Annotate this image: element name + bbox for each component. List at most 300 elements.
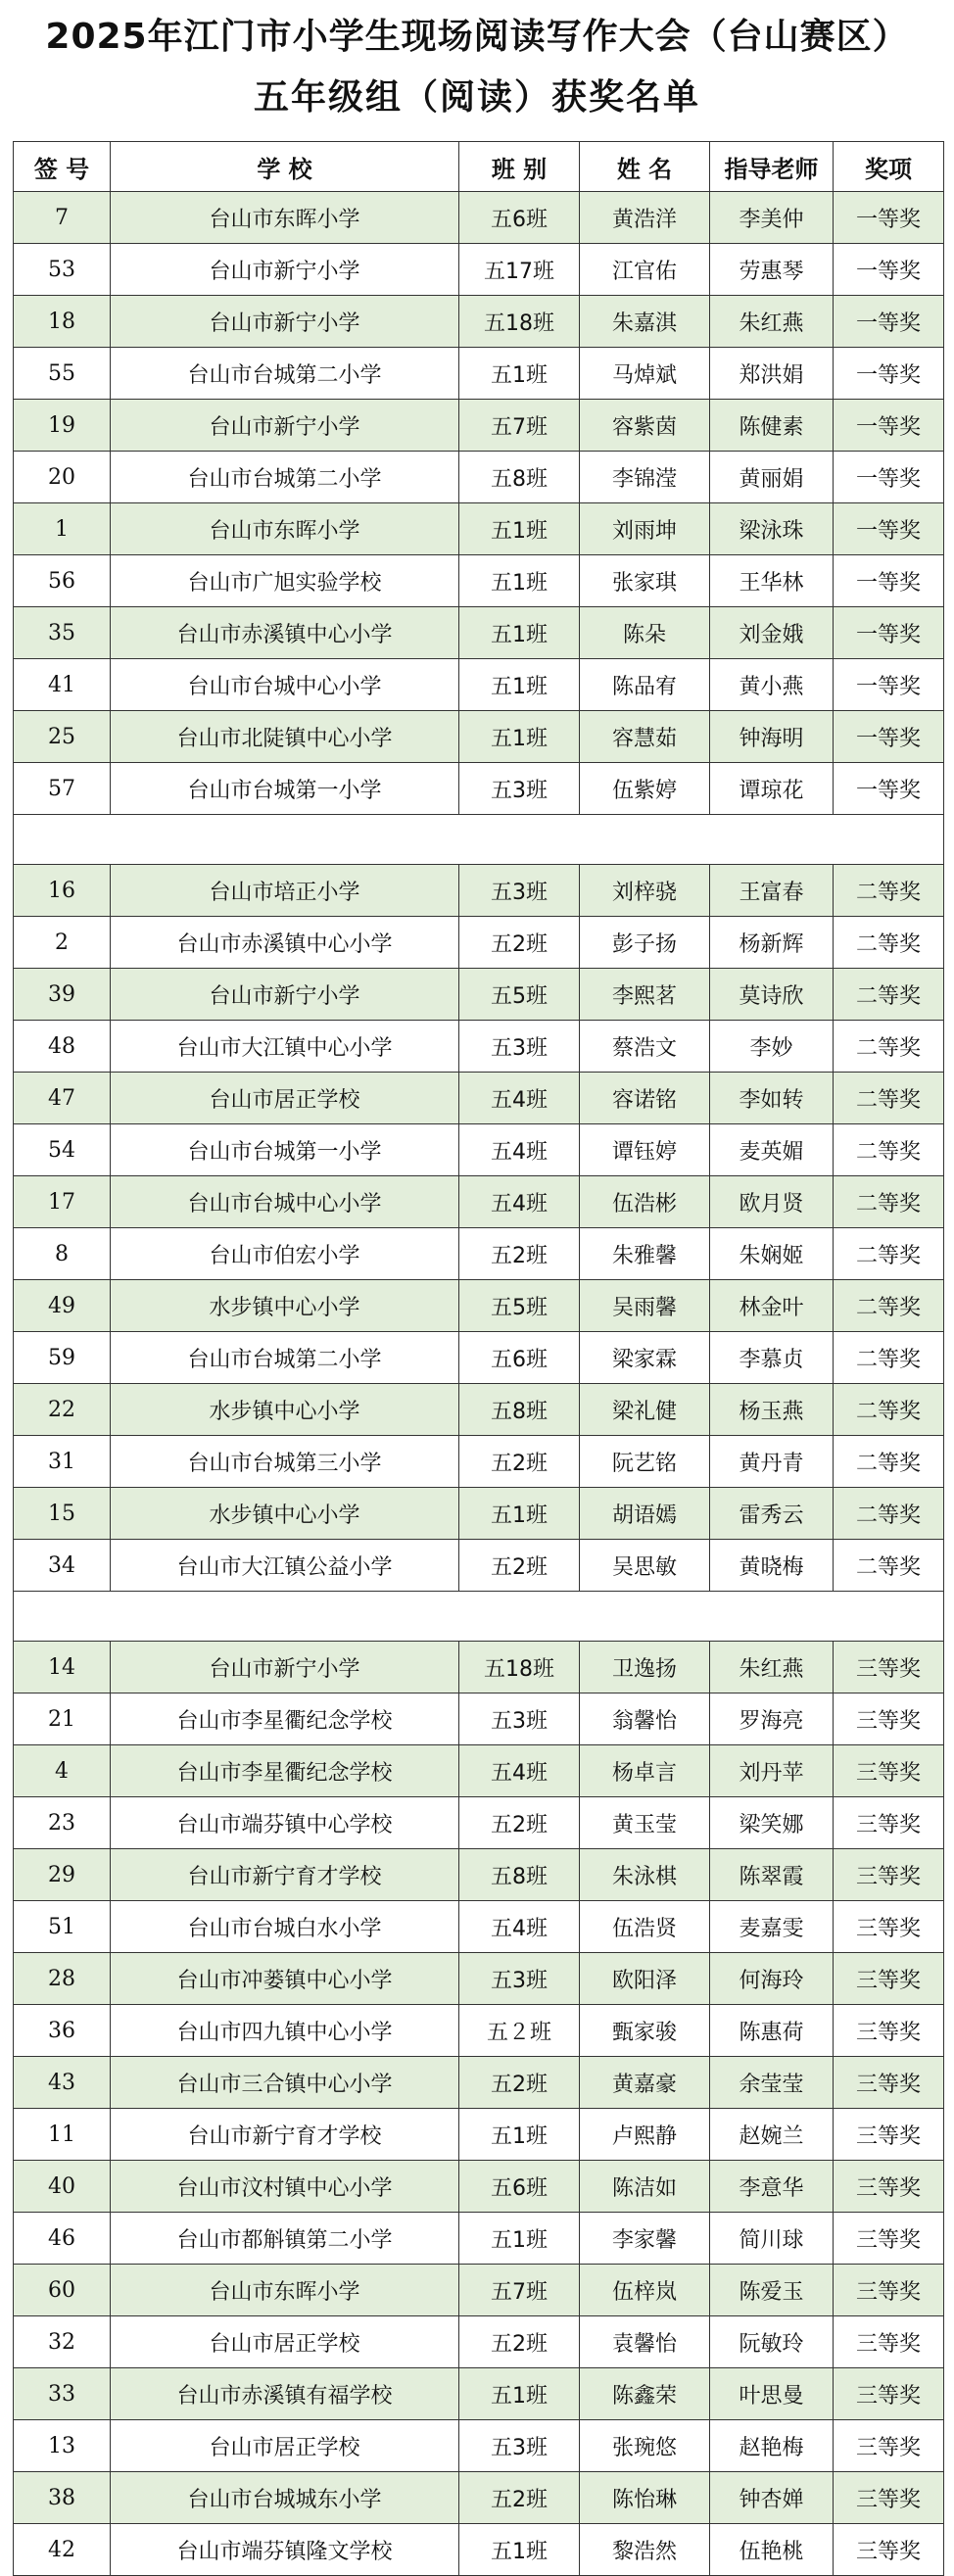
cell-school: 台山市赤溪镇有福学校 — [111, 2368, 459, 2420]
cell-class: 五1班 — [459, 1488, 580, 1540]
cell-sign-number: 1 — [14, 503, 111, 555]
cell-award: 三等奖 — [834, 1901, 944, 1953]
cell-award: 一等奖 — [834, 400, 944, 452]
cell-class: 五1班 — [459, 2368, 580, 2420]
cell-class: 五3班 — [459, 763, 580, 815]
cell-school: 台山市新宁小学 — [111, 296, 459, 348]
cell-class: 五6班 — [459, 192, 580, 244]
cell-award: 二等奖 — [834, 1228, 944, 1280]
cell-school: 台山市广旭实验学校 — [111, 555, 459, 607]
cell-award: 三等奖 — [834, 2005, 944, 2057]
cell-student-name: 甄家骏 — [580, 2005, 710, 2057]
cell-sign-number: 15 — [14, 1488, 111, 1540]
cell-teacher: 杨玉燕 — [710, 1384, 834, 1436]
cell-student-name: 梁家霖 — [580, 1332, 710, 1384]
cell-class: 五3班 — [459, 865, 580, 917]
header-teacher: 指导老师 — [710, 142, 834, 192]
cell-student-name: 陈洁如 — [580, 2161, 710, 2213]
cell-class: 五2班 — [459, 917, 580, 969]
cell-school: 台山市赤溪镇中心小学 — [111, 917, 459, 969]
cell-school: 台山市新宁小学 — [111, 244, 459, 296]
cell-school: 台山市东晖小学 — [111, 192, 459, 244]
cell-award: 二等奖 — [834, 1073, 944, 1124]
cell-student-name: 李熙茗 — [580, 969, 710, 1021]
table-row — [14, 348, 944, 400]
header-class: 班 别 — [459, 142, 580, 192]
cell-class: 五6班 — [459, 1332, 580, 1384]
cell-school: 台山市伯宏小学 — [111, 1228, 459, 1280]
cell-teacher: 林金叶 — [710, 1280, 834, 1332]
cell-teacher: 钟杏婵 — [710, 2472, 834, 2524]
cell-award: 一等奖 — [834, 296, 944, 348]
cell-award: 三等奖 — [834, 1797, 944, 1849]
cell-sign-number: 47 — [14, 1073, 111, 1124]
cell-student-name: 江官佑 — [580, 244, 710, 296]
cell-sign-number: 54 — [14, 1124, 111, 1176]
page-title: 2025年江门市小学生现场阅读写作大会（台山赛区） — [45, 17, 909, 57]
cell-award: 二等奖 — [834, 1540, 944, 1592]
cell-class: 五２班 — [459, 2005, 580, 2057]
cell-class: 五1班 — [459, 2109, 580, 2161]
table-row — [14, 2524, 944, 2576]
group-spacer-row — [14, 815, 944, 865]
table-row — [14, 917, 944, 969]
group-spacer-row — [14, 1592, 944, 1642]
cell-award: 三等奖 — [834, 2420, 944, 2472]
awards-table — [13, 141, 944, 2576]
cell-teacher: 阮敏玲 — [710, 2316, 834, 2368]
cell-class: 五17班 — [459, 244, 580, 296]
cell-class: 五4班 — [459, 1124, 580, 1176]
cell-teacher: 李如转 — [710, 1073, 834, 1124]
cell-school: 台山市新宁育才学校 — [111, 2109, 459, 2161]
cell-class: 五3班 — [459, 1953, 580, 2005]
cell-class: 五1班 — [459, 2524, 580, 2576]
cell-teacher: 赵艳梅 — [710, 2420, 834, 2472]
cell-teacher: 陈健素 — [710, 400, 834, 452]
cell-teacher: 陈爱玉 — [710, 2265, 834, 2316]
cell-award: 一等奖 — [834, 555, 944, 607]
cell-school: 台山市台城第一小学 — [111, 763, 459, 815]
cell-sign-number: 42 — [14, 2524, 111, 2576]
cell-sign-number: 29 — [14, 1849, 111, 1901]
cell-teacher: 陈惠荷 — [710, 2005, 834, 2057]
cell-student-name: 伍浩彬 — [580, 1176, 710, 1228]
header-name: 姓 名 — [580, 142, 710, 192]
cell-award: 二等奖 — [834, 1436, 944, 1488]
cell-sign-number: 31 — [14, 1436, 111, 1488]
cell-sign-number: 20 — [14, 452, 111, 503]
cell-student-name: 梁礼健 — [580, 1384, 710, 1436]
cell-class: 五2班 — [459, 2057, 580, 2109]
cell-teacher: 陈翠霞 — [710, 1849, 834, 1901]
cell-class: 五2班 — [459, 1540, 580, 1592]
cell-sign-number: 14 — [14, 1642, 111, 1693]
cell-teacher: 何海玲 — [710, 1953, 834, 2005]
table-row — [14, 1073, 944, 1124]
cell-school: 台山市东晖小学 — [111, 503, 459, 555]
cell-student-name: 陈鑫荣 — [580, 2368, 710, 2420]
cell-sign-number: 4 — [14, 1745, 111, 1797]
cell-teacher: 黄丽娟 — [710, 452, 834, 503]
cell-student-name: 李锦滢 — [580, 452, 710, 503]
cell-award: 二等奖 — [834, 969, 944, 1021]
cell-student-name: 伍梓岚 — [580, 2265, 710, 2316]
cell-award: 三等奖 — [834, 1953, 944, 2005]
cell-teacher: 李妙 — [710, 1021, 834, 1073]
cell-class: 五18班 — [459, 296, 580, 348]
cell-school: 台山市台城第二小学 — [111, 348, 459, 400]
cell-award: 三等奖 — [834, 2524, 944, 2576]
cell-award: 三等奖 — [834, 2161, 944, 2213]
table-row — [14, 1901, 944, 1953]
cell-class: 五1班 — [459, 711, 580, 763]
cell-award: 一等奖 — [834, 192, 944, 244]
cell-student-name: 卢熙静 — [580, 2109, 710, 2161]
cell-school: 台山市北陡镇中心小学 — [111, 711, 459, 763]
table-row — [14, 1384, 944, 1436]
cell-school: 台山市东晖小学 — [111, 2265, 459, 2316]
cell-student-name: 杨卓言 — [580, 1745, 710, 1797]
cell-student-name: 吴思敏 — [580, 1540, 710, 1592]
cell-class: 五1班 — [459, 2213, 580, 2265]
cell-school: 台山市台城中心小学 — [111, 1176, 459, 1228]
cell-teacher: 杨新辉 — [710, 917, 834, 969]
cell-teacher: 麦嘉雯 — [710, 1901, 834, 1953]
table-row — [14, 1488, 944, 1540]
table-row — [14, 1642, 944, 1693]
cell-teacher: 钟海明 — [710, 711, 834, 763]
cell-class: 五3班 — [459, 1021, 580, 1073]
table-row — [14, 1797, 944, 1849]
cell-sign-number: 60 — [14, 2265, 111, 2316]
cell-class: 五6班 — [459, 2161, 580, 2213]
cell-award: 三等奖 — [834, 1849, 944, 1901]
table-row — [14, 1280, 944, 1332]
cell-sign-number: 40 — [14, 2161, 111, 2213]
table-row — [14, 2109, 944, 2161]
cell-teacher: 莫诗欣 — [710, 969, 834, 1021]
cell-sign-number: 18 — [14, 296, 111, 348]
cell-student-name: 刘雨坤 — [580, 503, 710, 555]
table-row — [14, 711, 944, 763]
cell-school: 台山市新宁育才学校 — [111, 1849, 459, 1901]
cell-sign-number: 39 — [14, 969, 111, 1021]
cell-teacher: 谭琼花 — [710, 763, 834, 815]
cell-teacher: 罗海亮 — [710, 1693, 834, 1745]
cell-award: 三等奖 — [834, 2472, 944, 2524]
table-row — [14, 2472, 944, 2524]
cell-award: 二等奖 — [834, 917, 944, 969]
cell-student-name: 伍浩贤 — [580, 1901, 710, 1953]
cell-school: 台山市台城白水小学 — [111, 1901, 459, 1953]
cell-teacher: 梁笑娜 — [710, 1797, 834, 1849]
table-row — [14, 607, 944, 659]
table-row — [14, 503, 944, 555]
cell-school: 水步镇中心小学 — [111, 1488, 459, 1540]
table-row — [14, 244, 944, 296]
table-row — [14, 1124, 944, 1176]
cell-school: 台山市三合镇中心小学 — [111, 2057, 459, 2109]
cell-student-name: 李家馨 — [580, 2213, 710, 2265]
cell-school: 台山市大江镇中心小学 — [111, 1021, 459, 1073]
cell-school: 台山市汶村镇中心小学 — [111, 2161, 459, 2213]
cell-class: 五18班 — [459, 1642, 580, 1693]
cell-sign-number: 41 — [14, 659, 111, 711]
cell-student-name: 朱嘉淇 — [580, 296, 710, 348]
cell-school: 台山市居正学校 — [111, 1073, 459, 1124]
cell-student-name: 卫逸扬 — [580, 1642, 710, 1693]
cell-teacher: 李美仲 — [710, 192, 834, 244]
cell-student-name: 黄玉莹 — [580, 1797, 710, 1849]
cell-sign-number: 53 — [14, 244, 111, 296]
table-body — [14, 192, 944, 2576]
cell-school: 台山市冲蒌镇中心小学 — [111, 1953, 459, 2005]
table-row — [14, 1849, 944, 1901]
cell-school: 水步镇中心小学 — [111, 1280, 459, 1332]
cell-teacher: 黄丹青 — [710, 1436, 834, 1488]
table-row — [14, 555, 944, 607]
table-row — [14, 2161, 944, 2213]
cell-school: 台山市大江镇公益小学 — [111, 1540, 459, 1592]
cell-sign-number: 16 — [14, 865, 111, 917]
cell-class: 五2班 — [459, 2316, 580, 2368]
cell-award: 一等奖 — [834, 607, 944, 659]
cell-student-name: 彭子扬 — [580, 917, 710, 969]
cell-teacher: 郑洪娟 — [710, 348, 834, 400]
cell-class: 五5班 — [459, 1280, 580, 1332]
cell-teacher: 朱红燕 — [710, 1642, 834, 1693]
table-row — [14, 865, 944, 917]
table-row — [14, 1021, 944, 1073]
cell-student-name: 容慧茹 — [580, 711, 710, 763]
cell-sign-number: 23 — [14, 1797, 111, 1849]
cell-sign-number: 34 — [14, 1540, 111, 1592]
cell-sign-number: 48 — [14, 1021, 111, 1073]
cell-teacher: 简川球 — [710, 2213, 834, 2265]
cell-award: 三等奖 — [834, 1745, 944, 1797]
cell-student-name: 阮艺铭 — [580, 1436, 710, 1488]
table-row — [14, 1953, 944, 2005]
cell-class: 五4班 — [459, 1745, 580, 1797]
cell-sign-number: 46 — [14, 2213, 111, 2265]
cell-school: 台山市台城第二小学 — [111, 1332, 459, 1384]
cell-school: 台山市新宁小学 — [111, 400, 459, 452]
cell-student-name: 张琬悠 — [580, 2420, 710, 2472]
cell-teacher: 李意华 — [710, 2161, 834, 2213]
cell-sign-number: 11 — [14, 2109, 111, 2161]
cell-sign-number: 36 — [14, 2005, 111, 2057]
title-block — [0, 0, 954, 133]
cell-student-name: 张家琪 — [580, 555, 710, 607]
cell-sign-number: 33 — [14, 2368, 111, 2420]
cell-student-name: 黎浩然 — [580, 2524, 710, 2576]
cell-school: 台山市赤溪镇中心小学 — [111, 607, 459, 659]
cell-teacher: 梁泳珠 — [710, 503, 834, 555]
table-row — [14, 1693, 944, 1745]
cell-student-name: 陈品宥 — [580, 659, 710, 711]
cell-student-name: 伍紫婷 — [580, 763, 710, 815]
table-row — [14, 2420, 944, 2472]
cell-class: 五7班 — [459, 2265, 580, 2316]
cell-award: 一等奖 — [834, 348, 944, 400]
cell-school: 台山市台城第一小学 — [111, 1124, 459, 1176]
table-row — [14, 2213, 944, 2265]
table-row — [14, 1176, 944, 1228]
cell-teacher: 王华林 — [710, 555, 834, 607]
table-row — [14, 659, 944, 711]
cell-student-name: 黄嘉豪 — [580, 2057, 710, 2109]
cell-student-name: 翁馨怡 — [580, 1693, 710, 1745]
cell-sign-number: 32 — [14, 2316, 111, 2368]
cell-class: 五1班 — [459, 659, 580, 711]
cell-award: 三等奖 — [834, 1642, 944, 1693]
table-row — [14, 1228, 944, 1280]
table-row — [14, 296, 944, 348]
cell-sign-number: 51 — [14, 1901, 111, 1953]
cell-student-name: 马焯斌 — [580, 348, 710, 400]
cell-school: 台山市台城城东小学 — [111, 2472, 459, 2524]
cell-teacher: 雷秀云 — [710, 1488, 834, 1540]
cell-school: 台山市台城中心小学 — [111, 659, 459, 711]
cell-school: 台山市四九镇中心小学 — [111, 2005, 459, 2057]
cell-sign-number: 35 — [14, 607, 111, 659]
cell-award: 一等奖 — [834, 244, 944, 296]
cell-class: 五1班 — [459, 607, 580, 659]
cell-sign-number: 57 — [14, 763, 111, 815]
table-row — [14, 969, 944, 1021]
table-row — [14, 1436, 944, 1488]
cell-teacher: 叶思曼 — [710, 2368, 834, 2420]
cell-award: 三等奖 — [834, 2316, 944, 2368]
cell-school: 台山市李星衢纪念学校 — [111, 1745, 459, 1797]
cell-class: 五2班 — [459, 1436, 580, 1488]
cell-class: 五3班 — [459, 2420, 580, 2472]
cell-sign-number: 56 — [14, 555, 111, 607]
cell-award: 三等奖 — [834, 2213, 944, 2265]
cell-sign-number: 8 — [14, 1228, 111, 1280]
cell-class: 五1班 — [459, 503, 580, 555]
cell-award: 三等奖 — [834, 2057, 944, 2109]
cell-student-name: 袁馨怡 — [580, 2316, 710, 2368]
cell-teacher: 劳惠琴 — [710, 244, 834, 296]
cell-class: 五4班 — [459, 1901, 580, 1953]
cell-student-name: 吴雨馨 — [580, 1280, 710, 1332]
cell-award: 二等奖 — [834, 1488, 944, 1540]
header-school: 学 校 — [111, 142, 459, 192]
cell-teacher: 余莹莹 — [710, 2057, 834, 2109]
spacer-cell — [14, 1592, 944, 1642]
cell-award: 一等奖 — [834, 763, 944, 815]
cell-class: 五2班 — [459, 1797, 580, 1849]
cell-sign-number: 13 — [14, 2420, 111, 2472]
cell-sign-number: 7 — [14, 192, 111, 244]
cell-teacher: 刘丹苹 — [710, 1745, 834, 1797]
table-row — [14, 763, 944, 815]
cell-class: 五8班 — [459, 452, 580, 503]
cell-school: 台山市端芬镇中心学校 — [111, 1797, 459, 1849]
cell-school: 台山市新宁小学 — [111, 969, 459, 1021]
cell-teacher: 伍艳桃 — [710, 2524, 834, 2576]
cell-sign-number: 28 — [14, 1953, 111, 2005]
cell-award: 三等奖 — [834, 1693, 944, 1745]
cell-class: 五1班 — [459, 555, 580, 607]
cell-award: 二等奖 — [834, 1384, 944, 1436]
cell-student-name: 胡语嫣 — [580, 1488, 710, 1540]
cell-award: 一等奖 — [834, 452, 944, 503]
cell-student-name: 陈怡琳 — [580, 2472, 710, 2524]
cell-teacher: 赵婉兰 — [710, 2109, 834, 2161]
cell-sign-number: 19 — [14, 400, 111, 452]
table-row — [14, 1540, 944, 1592]
cell-teacher: 黄晓梅 — [710, 1540, 834, 1592]
cell-class: 五4班 — [459, 1073, 580, 1124]
cell-student-name: 刘梓骁 — [580, 865, 710, 917]
cell-sign-number: 55 — [14, 348, 111, 400]
cell-sign-number: 43 — [14, 2057, 111, 2109]
cell-award: 三等奖 — [834, 2368, 944, 2420]
table-row — [14, 2368, 944, 2420]
cell-sign-number: 2 — [14, 917, 111, 969]
cell-class: 五8班 — [459, 1384, 580, 1436]
cell-class: 五1班 — [459, 348, 580, 400]
cell-school: 台山市培正小学 — [111, 865, 459, 917]
cell-award: 三等奖 — [834, 2109, 944, 2161]
table-row — [14, 1332, 944, 1384]
cell-sign-number: 38 — [14, 2472, 111, 2524]
cell-sign-number: 59 — [14, 1332, 111, 1384]
cell-teacher: 朱娴姬 — [710, 1228, 834, 1280]
cell-teacher: 麦英媚 — [710, 1124, 834, 1176]
cell-school: 台山市居正学校 — [111, 2316, 459, 2368]
cell-class: 五4班 — [459, 1176, 580, 1228]
table-row — [14, 192, 944, 244]
cell-student-name: 容诺铭 — [580, 1073, 710, 1124]
cell-award: 二等奖 — [834, 1124, 944, 1176]
spacer-cell — [14, 815, 944, 865]
cell-sign-number: 49 — [14, 1280, 111, 1332]
cell-class: 五7班 — [459, 400, 580, 452]
cell-award: 二等奖 — [834, 1332, 944, 1384]
header-award: 奖项 — [834, 142, 944, 192]
cell-class: 五2班 — [459, 1228, 580, 1280]
cell-teacher: 刘金娥 — [710, 607, 834, 659]
cell-teacher: 黄小燕 — [710, 659, 834, 711]
header-sign-number: 签 号 — [14, 142, 111, 192]
cell-student-name: 朱雅馨 — [580, 1228, 710, 1280]
table-row — [14, 452, 944, 503]
cell-school: 台山市端芬镇隆文学校 — [111, 2524, 459, 2576]
cell-sign-number: 25 — [14, 711, 111, 763]
cell-class: 五8班 — [459, 1849, 580, 1901]
table-row — [14, 2265, 944, 2316]
cell-award: 一等奖 — [834, 503, 944, 555]
cell-teacher: 王富春 — [710, 865, 834, 917]
cell-award: 一等奖 — [834, 659, 944, 711]
cell-award: 二等奖 — [834, 865, 944, 917]
cell-award: 二等奖 — [834, 1021, 944, 1073]
cell-student-name: 黄浩洋 — [580, 192, 710, 244]
table-row — [14, 1745, 944, 1797]
table-row — [14, 2005, 944, 2057]
cell-award: 一等奖 — [834, 711, 944, 763]
cell-student-name: 朱泳棋 — [580, 1849, 710, 1901]
cell-school: 台山市台城第三小学 — [111, 1436, 459, 1488]
cell-class: 五3班 — [459, 1693, 580, 1745]
cell-school: 台山市都斛镇第二小学 — [111, 2213, 459, 2265]
cell-student-name: 容紫茵 — [580, 400, 710, 452]
cell-sign-number: 22 — [14, 1384, 111, 1436]
